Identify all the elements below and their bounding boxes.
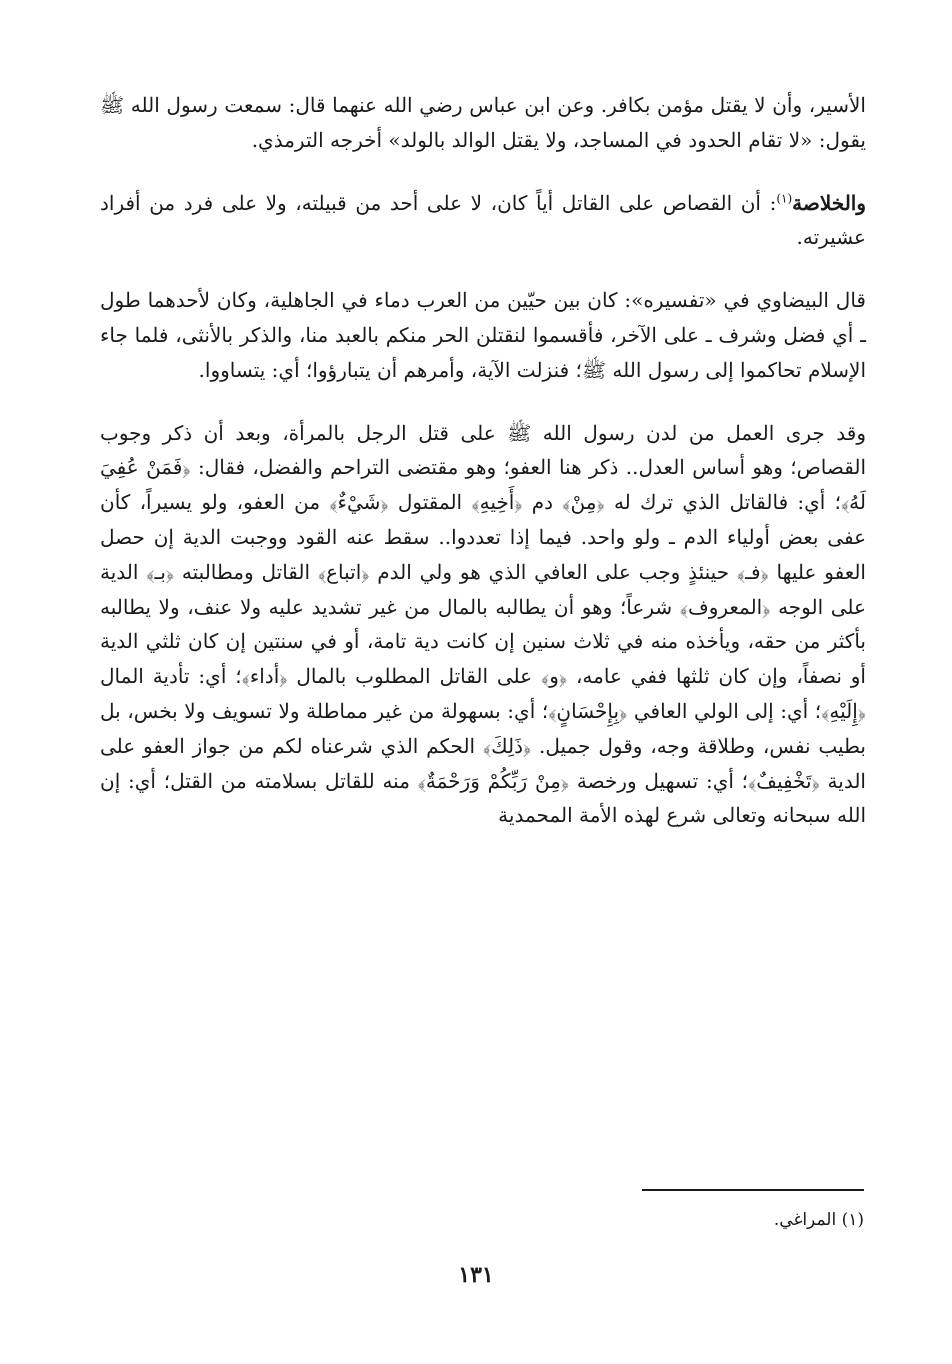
page-number: ١٣١ (458, 1262, 494, 1288)
paragraph-4: وقد جرى العمل من لدن رسول الله ﷺ على قتل الرجل بالمرأة، وبعد أن ذكر وجوب القصاص؛ وهو أساس العدل.. ذكر هنا العفو؛ وهو مقتضى التراحم والفضل، فقال: ﴿فَمَنْ عُفِيَ لَهُ﴾؛ أي: فالقاتل الذي ترك له ﴿مِنْ﴾ دم ﴿أَخِيهِ﴾ المقتول ﴿شَيْءٌ﴾ من العفو، ولو يسيراً، كأن عفى بعض أولياء الدم ـ ولو واحد. فيما إذا تعددوا.. سقط عنه القود ووجبت الدية إن حصل العفو عليها ﴿فـ﴾ حينئذٍ وجب على العافي الذي هو ولي الدم ﴿اتباع﴾ القاتل ومطالبته ﴿بـ﴾ الدية على الوجه ﴿المعروف﴾ شرعاً؛ وهو أن يطالبه بالمال من غير تشديد عليه ولا عنف، ولا يطالبه بأكثر من حقه، ويأخذه منه في ثلاث سنين إن كانت دية تامة، أو في سنتين إن كان ثلثي الدية أو نصفاً، وإن كان ثلثها ففي عامه، ﴿و﴾ على القاتل المطلوب بالمال ﴿أداء﴾؛ أي: تأدية المال ﴿إِلَيْهِ﴾؛ أي: إلى الولي العافي ﴿بِإِحْسَانٍ﴾؛ أي: بسهولة من غير مماطلة ولا تسويف ولا بخس، بل بطيب نفس، وطلاقة وجه، وقول جميل. ﴿ذَلِكَ﴾ الحكم الذي شرعناه لكم من جواز العفو على الدية ﴿تَخْفِيفٌ﴾؛ أي: تسهيل ورخصة ﴿مِنْ رَبِّكُمْ وَرَحْمَةٌ﴾ منه للقاتل بسلامته من القتل؛ أي: إن الله سبحانه وتعالى شرع لهذه الأمة المحمدية (100, 420, 866, 828)
summary-heading: والخلاصة (792, 190, 866, 215)
paragraph-2-text: : أن القصاص على القاتل أياً كان، لا على أحد من قبيلته، ولا على فرد من أفراد عشيرته. (100, 190, 866, 250)
page-body (100, 88, 866, 833)
footnote-reference: (١) (776, 190, 793, 205)
paragraph-2 (100, 186, 866, 256)
paragraph-3: قال البيضاوي في «تفسيره»: كان بين حيّين من العرب دماء في الجاهلية، وكان لأحدهما طول ـ أي فضل وشرف ـ على الآخر، فأقسموا لنقتلن الحر منكم بالعبد منا، والذكر بالأنثى، فلما جاء الإسلام تحاكموا إلى رسول الله ﷺ؛ فنزلت الآية، وأمرهم أن يتبارؤوا؛ أي: يتساووا. (100, 288, 866, 382)
footnote-divider (642, 1189, 864, 1191)
footnote: (١) المراغي. (773, 1210, 864, 1230)
paragraph-1: الأسير، وأن لا يقتل مؤمن بكافر. وعن ابن عباس رضي الله عنهما قال: سمعت رسول الله ﷺ يقول: «لا تقام الحدود في المساجد، ولا يقتل الوالد بالولد» أخرجه الترمذي. (100, 93, 866, 152)
